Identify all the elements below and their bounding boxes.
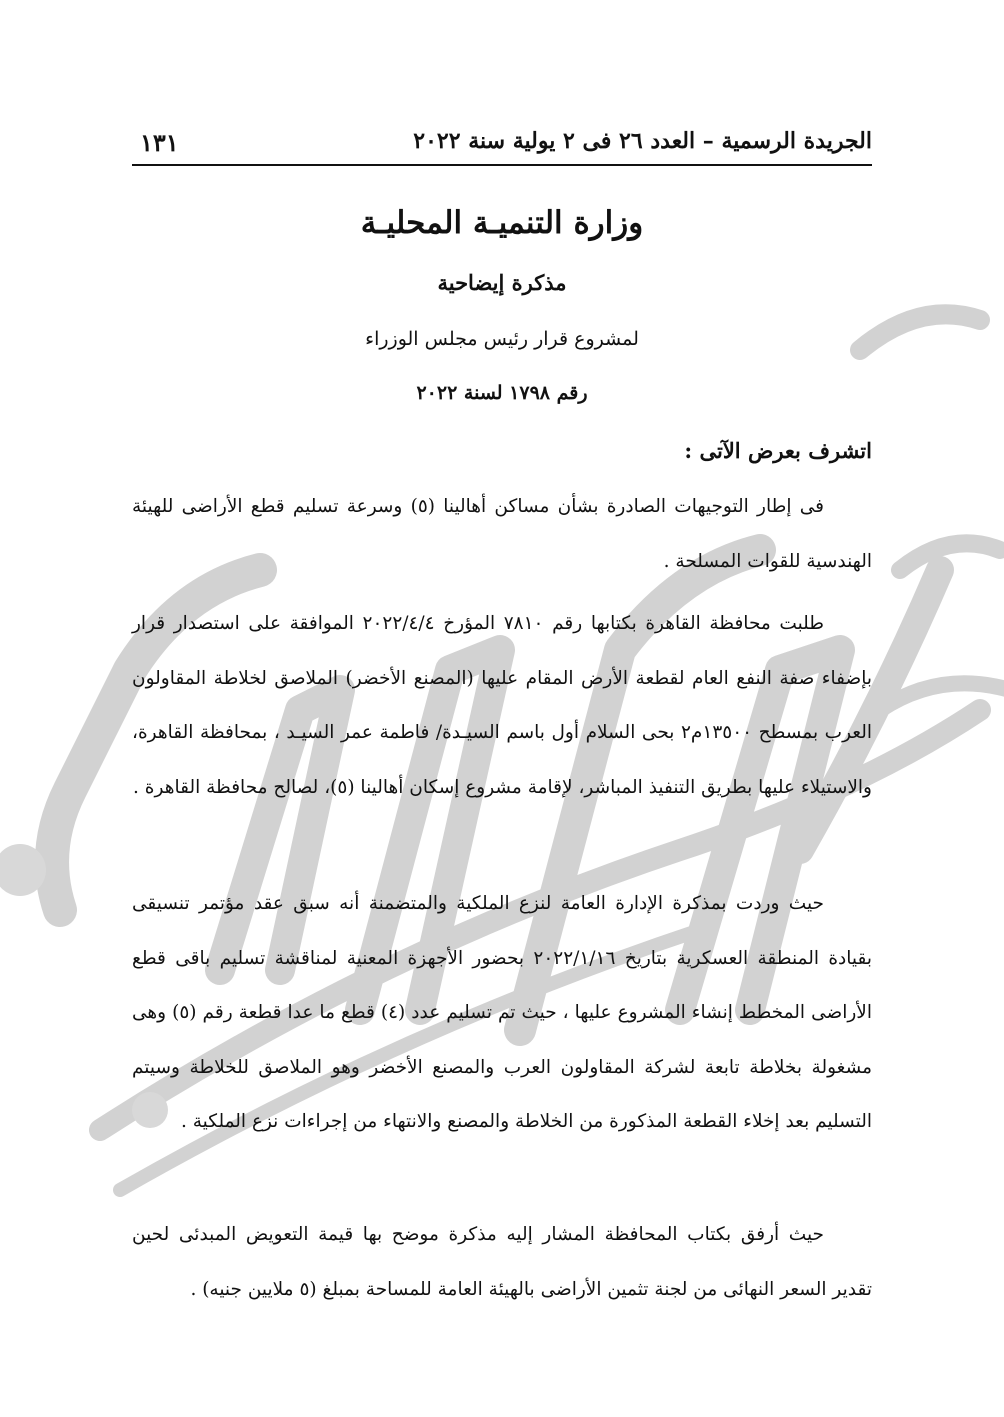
paragraph-2: طلبت محافظة القاهرة بكتابها رقم ٧٨١٠ المؤرخ ٢٠٢٢/٤/٤ الموافقة على استصدار قرار بإضفاء صفة النفع العام لقطعة الأرض المقام عليها (المصنع الأخضر) الملاصق لخلاطة المقاولون العرب بمسطح ١٣٥٠٠م٢ بحى السلام أول باسم السيـدة/ فاطمة عمر السيـد ، بمحافظة القاهرة، والاستيلاء عليها بطريق التنفيذ المباشر، لإقامة مشروع إسكان أهالينا (٥)، لصالح محافظة القاهرة . [132, 613, 872, 798]
paragraph-3: حيث وردت بمذكرة الإدارة العامة لنزع الملكية والمتضمنة أنه سبق عقد مؤتمر تنسيقى بقيادة المنطقة العسكرية بتاريخ ٢٠٢٢/١/١٦ بحضور الأجهزة المعنية لمناقشة تسليم باقى قطع الأراضى المخطط إنشاء المشروع عليها ، حيث تم تسليم عدد (٤) قطع ما عدا قطعة رقم (٥) وهى مشغولة بخلاطة تابعة لشركة المقاولون العرب والمصنع الأخضر وهو الملاصق للخلاطة وسيتم التسليم بعد إخلاء القطعة المذكورة من الخلاطة والمصنع والانتهاء من إجراءات نزع الملكية . [132, 893, 872, 1133]
decree-number: رقم ١٧٩٨ لسنة ٢٠٢٢ [416, 382, 588, 404]
paragraph-1: فى إطار التوجيهات الصادرة بشأن مساكن أهالينا (٥) وسرعة تسليم قطع الأراضى للهيئة الهندسية للقوات المسلحة . [132, 496, 872, 572]
gazette-header [132, 128, 872, 166]
gazette-title: الجريدة الرسمية – العدد ٢٦ فى ٢ يولية سنة ٢٠٢٢ [413, 128, 872, 154]
memo-subject: لمشروع قرار رئيس مجلس الوزراء [365, 328, 639, 350]
page-number: ١٣١ [140, 128, 179, 157]
ministry-title: وزارة التنميـة المحليـة [360, 205, 644, 241]
document-page [132, 0, 872, 1417]
paragraph-4: حيث أرفق بكتاب المحافظة المشار إليه مذكرة موضح بها قيمة التعويض المبدئى لحين تقدير السعر النهائى من لجنة تثمين الأراضى بالهيئة العامة للمساحة بمبلغ (٥ ملايين جنيه) . [132, 1224, 872, 1300]
memo-title: مذكرة إيضاحية [437, 270, 567, 295]
intro-line: اتشرف بعرض الآتى : [684, 438, 872, 463]
